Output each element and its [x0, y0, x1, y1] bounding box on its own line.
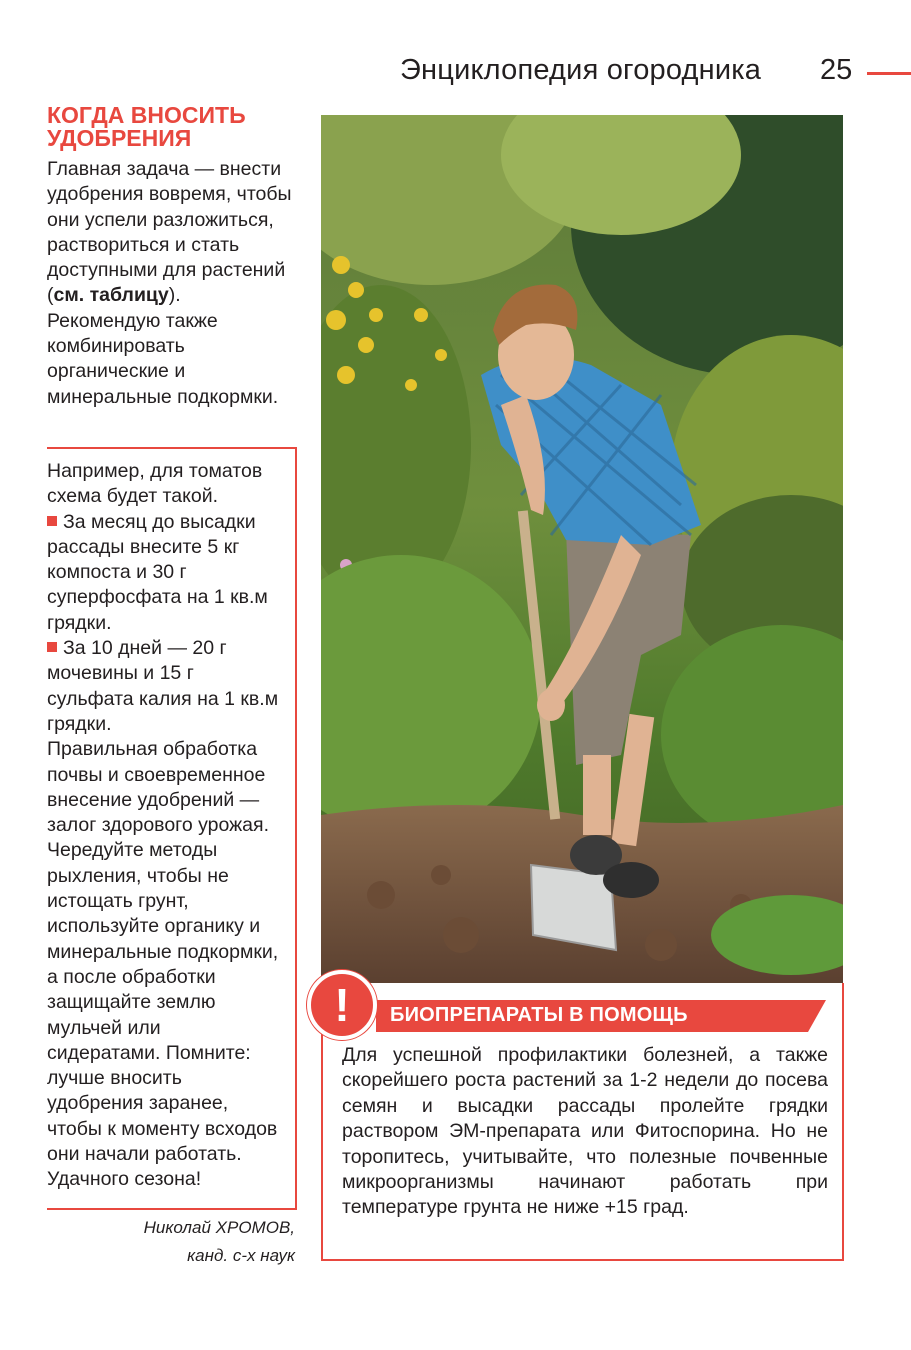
intro-part1: Главная задача — внести удобрения вовремя, чтобы они успели разложиться, раствориться и стать доступными для растений ( — [47, 158, 292, 307]
callout-title: БИОПРЕПАРАТЫ В ПОМОЩЬ — [390, 1004, 688, 1026]
intro-text — [47, 157, 299, 410]
exclamation-mark: ! — [334, 979, 350, 1031]
tip-2: За 10 дней — 20 г мочевины и 15 г сульфата калия на 1 кв.м грядки. — [47, 637, 279, 735]
intro-recommendation: Рекомендую также комбинировать органические и минеральные подкормки. — [47, 309, 279, 408]
tip-1: За месяц до высадки рассады внесите 5 кг компоста и 30 г суперфосфата на 1 кв.м грядки. — [47, 510, 268, 634]
section-heading-line1: КОГДА ВНОСИТЬ — [47, 102, 246, 128]
photo-illustration — [321, 115, 843, 983]
tip-item — [47, 636, 279, 737]
callout-text: Для успешной профилактики болезней, а также скорейшего роста растений за 1-2 недели до посева семян и высадки рассады пролейте грядки раствором ЭМ-препарата или Фитоспорина. Но не торопитесь, учитывайте, что полезные почвенные микроорганизмы начинают работать при температуре грунта не ниже +15 град. — [342, 1044, 828, 1219]
bullet-square-icon — [47, 642, 57, 652]
header-accent-rule — [867, 72, 911, 75]
table-reference: см. таблицу — [53, 284, 169, 307]
section-heading-line2: УДОБРЕНИЯ — [47, 125, 192, 151]
author-degree: канд. с-х наук — [187, 1246, 295, 1265]
tip-item — [47, 510, 279, 636]
intro-part2: ). — [168, 284, 181, 307]
page-number: 25 — [820, 54, 853, 86]
section-heading — [47, 104, 297, 150]
bullet-square-icon — [47, 516, 57, 526]
gardener-digging-photo — [321, 115, 843, 983]
author-name: Николай ХРОМОВ, — [143, 1218, 295, 1237]
intro-paragraph — [47, 157, 299, 309]
tips-text — [47, 459, 279, 1193]
tips-body: Правильная обработка почвы и своевременное внесение удобрений — залог здорового урожая. Чередуйте методы рыхления, чтобы не истощать грунт, используйте органику и минеральные подкормки, а после обработки защищайте землю мульчей или сидератами. Помните: лучше вносить удобрения заранее, чтобы к моменту всходов они начали работать. Удачного сезона! — [47, 738, 279, 1191]
running-header-title: Энциклопедия огородника — [400, 54, 762, 86]
tips-intro: Например, для томатов схема будет такой. — [47, 460, 263, 508]
